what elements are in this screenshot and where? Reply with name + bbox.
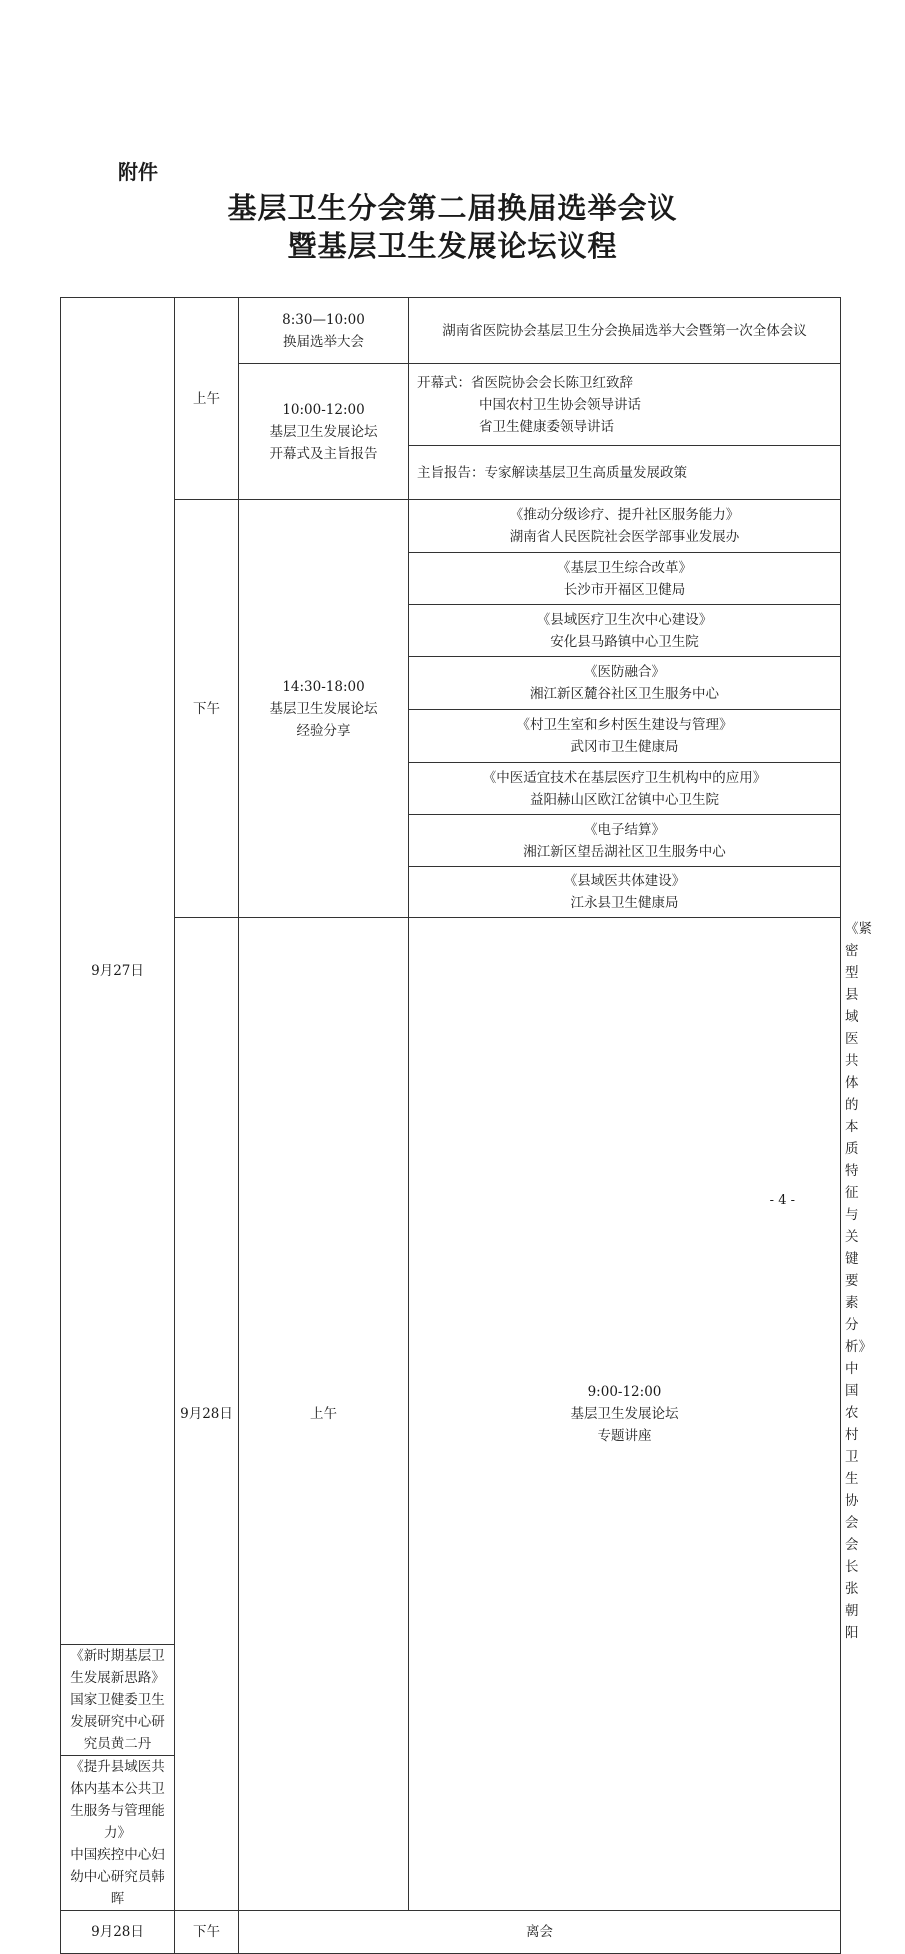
talk-speaker: 国家卫健委卫生发展研究中心研究员黄二丹 [70, 1692, 165, 1752]
period-cell: 上午 [239, 918, 409, 1911]
document-title-line1: 基层卫生分会第二届换届选举会议 [227, 191, 678, 225]
content-cell [409, 815, 841, 867]
content-cell [409, 710, 841, 763]
content-cell: 离会 [239, 1911, 841, 1954]
session-name: 开幕式及主旨报告 [269, 445, 378, 462]
date-cell: 9月28日 [175, 918, 239, 1911]
session-time: 10:00-12:00 [282, 401, 365, 418]
content-cell [409, 553, 841, 605]
talk-topic: 《提升县域医共体内基本公共卫生服务与管理能力》 [70, 1759, 165, 1841]
talk-speaker: 湘江新区望岳湖社区卫生服务中心 [523, 843, 726, 860]
agenda-table [60, 297, 872, 1954]
session-cell [239, 500, 409, 918]
talk-speaker: 湖南省人民医院社会医学部事业发展办 [509, 529, 740, 545]
session-time: 14:30-18:00 [282, 678, 365, 695]
talk-topic: 《中医适宜技术在基层医疗卫生机构中的应用》 [482, 769, 767, 786]
period-cell: 上午 [175, 298, 239, 500]
content-cell: 湖南省医院协会基层卫生分会换届选举大会暨第一次全体会议 [409, 298, 841, 364]
talk-topic: 《新时期基层卫生发展新思路》 [70, 1648, 165, 1686]
content-cell [409, 657, 841, 710]
session-name: 换届选举大会 [283, 333, 364, 350]
opening-line: 中国农村卫生协会领导讲话 [479, 396, 641, 413]
content-cell [61, 1756, 175, 1911]
talk-topic: 《县域医共体建设》 [563, 873, 686, 889]
period-cell: 下午 [175, 500, 239, 918]
talk-topic: 《推动分级诊疗、提升社区服务能力》 [509, 507, 740, 523]
talk-speaker: 湘江新区麓谷社区卫生服务中心 [530, 686, 719, 702]
session-cell [239, 364, 409, 500]
session-name: 经验分享 [296, 722, 351, 739]
session-name: 基层卫生发展论坛 [269, 700, 378, 717]
content-cell [409, 867, 841, 918]
opening-line: 开幕式：省医院协会会长陈卫红致辞 [417, 374, 633, 391]
period-cell: 下午 [175, 1911, 239, 1954]
content-cell [409, 763, 841, 815]
content-cell [61, 1645, 175, 1756]
session-time: 8:30—10:00 [282, 311, 365, 328]
attachment-label: 附件 [118, 160, 158, 184]
session-time: 9:00-12:00 [587, 1384, 662, 1400]
session-cell [239, 298, 409, 364]
document-title-line2: 暨基层卫生发展论坛议程 [287, 229, 618, 263]
talk-topic: 《县域医疗卫生次中心建设》 [536, 611, 713, 628]
talk-topic: 《基层卫生综合改革》 [557, 559, 692, 576]
page-number: - 4 - [769, 1193, 795, 1208]
content-cell [409, 605, 841, 657]
talk-topic: 《医防融合》 [584, 664, 665, 680]
talk-topic: 《村卫生室和乡村医生建设与管理》 [516, 717, 733, 733]
session-name: 基层卫生发展论坛 [570, 1406, 679, 1422]
date-cell: 9月28日 [61, 1911, 175, 1954]
session-name: 基层卫生发展论坛 [269, 423, 378, 440]
talk-speaker: 江永县卫生健康局 [570, 895, 679, 911]
content-cell [409, 364, 841, 446]
table-row [61, 1911, 841, 1954]
content-cell [409, 500, 841, 553]
date-cell: 9月27日 [61, 298, 175, 1645]
content-cell: 主旨报告：专家解读基层卫生高质量发展政策 [409, 446, 841, 500]
talk-speaker: 益阳赫山区欧江岔镇中心卫生院 [530, 791, 719, 808]
session-cell [409, 918, 841, 1911]
talk-speaker: 长沙市开福区卫健局 [563, 581, 686, 598]
table-row [61, 500, 841, 553]
talk-speaker: 武冈市卫生健康局 [570, 739, 679, 755]
table-row [61, 298, 841, 364]
session-name: 专题讲座 [597, 1428, 652, 1444]
talk-topic: 《电子结算》 [584, 821, 665, 838]
table-row: 9月28日 上午 9:00-12:00 基层卫生发展论坛 专题讲座 《紧密型县域医共体的本质特征与关键要素分析》 中国农村卫生协会会长张朝阳 [61, 918, 841, 1645]
talk-speaker: 中国疾控中心妇幼中心研究员韩晖 [70, 1847, 165, 1907]
talk-speaker: 安化县马路镇中心卫生院 [550, 633, 699, 650]
opening-line: 省卫生健康委领导讲话 [479, 418, 614, 435]
